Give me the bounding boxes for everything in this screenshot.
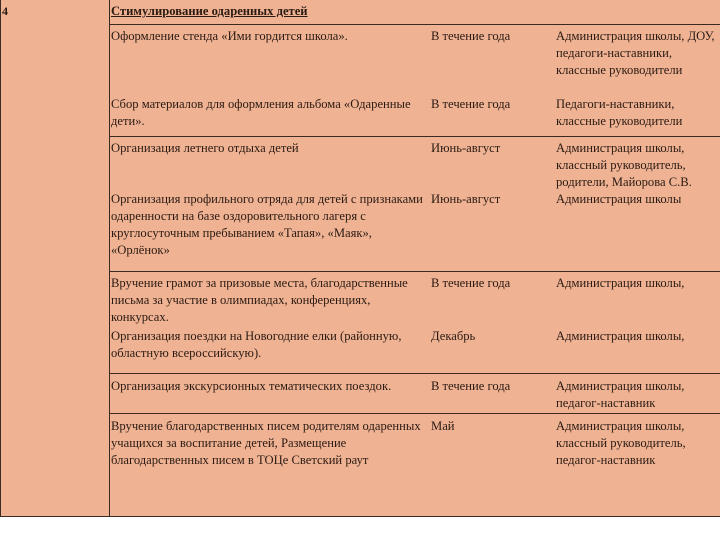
- term-cell: Май: [431, 419, 455, 433]
- term-cell: Декабрь: [431, 329, 476, 343]
- responsible-cell: Администрация школы: [556, 192, 682, 206]
- activity-cell: Организация экскурсионных тематических поездок.: [111, 379, 392, 393]
- responsible-cell: Администрация школы, ДОУ, педагоги-наставники, классные руководители: [556, 29, 715, 77]
- activity-cell: Оформление стенда «Ими гордится школа».: [111, 29, 348, 43]
- row-divider: [109, 373, 720, 374]
- activity-cell: Организация летнего отдыха детей: [111, 141, 299, 155]
- term-cell: В течение года: [431, 379, 511, 393]
- activity-cell: Сбор материалов для оформления альбома «Одаренные дети».: [111, 97, 411, 128]
- responsible-cell: Администрация школы,: [556, 276, 685, 290]
- activity-cell: Вручение благодарственных писем родителям одаренных учащихся за воспитание детей, Размещение благодарственных писем в ТОЦе Светский раут: [111, 419, 421, 467]
- term-cell: Июнь-август: [431, 141, 501, 155]
- responsible-cell: Педагоги-наставники, классные руководители: [556, 97, 683, 128]
- responsible-cell: Администрация школы, классный руководитель, родители, Майорова С.В.: [556, 141, 692, 189]
- term-cell: В течение года: [431, 97, 511, 111]
- section-number: 4: [2, 4, 8, 18]
- responsible-cell: Администрация школы, классный руководитель, педагог-наставник: [556, 419, 686, 467]
- activity-cell: Организация поездки на Новогодние елки (районную, областную всероссийскую).: [111, 329, 402, 360]
- section-title: Стимулирование одаренных детей: [111, 4, 308, 18]
- term-cell: В течение года: [431, 276, 511, 290]
- row-divider: [109, 413, 720, 414]
- responsible-cell: Администрация школы, педагог-наставник: [556, 379, 685, 410]
- table-border: [0, 516, 720, 517]
- row-divider: [109, 136, 720, 137]
- table-border: [109, 0, 110, 517]
- activity-cell: Организация профильного отряда для детей с признаками одаренности на базе оздоровительного лагеря с круглосуточным пребыванием «Тапая», «Маяк», «Орлёнок»: [111, 192, 423, 257]
- activity-cell: Вручение грамот за призовые места, благодарственные письма за участие в олимпиадах, конференциях, конкурсах.: [111, 276, 408, 324]
- row-divider: [109, 24, 720, 25]
- table-border: [0, 0, 1, 517]
- responsible-cell: Администрация школы,: [556, 329, 685, 343]
- term-cell: Июнь-август: [431, 192, 501, 206]
- term-cell: В течение года: [431, 29, 511, 43]
- row-divider: [109, 271, 720, 272]
